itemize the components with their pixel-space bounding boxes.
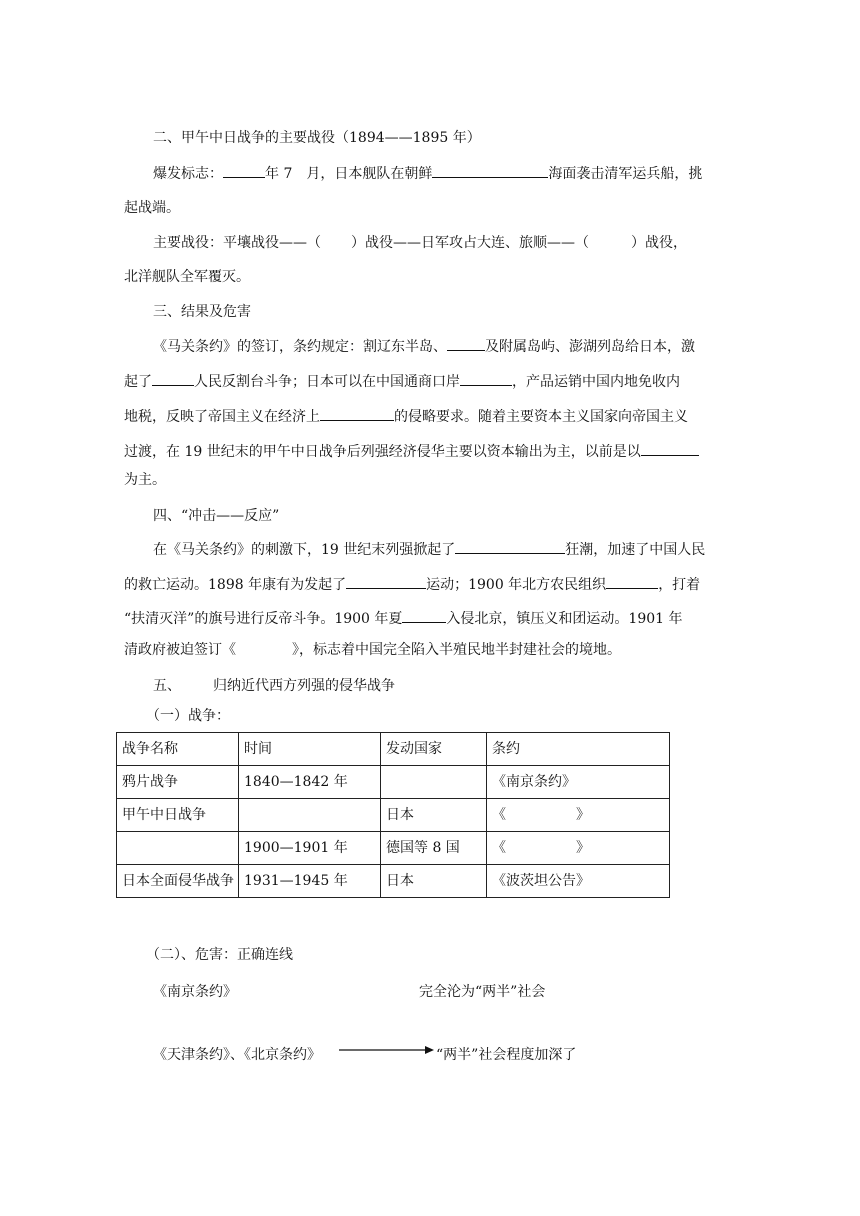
- treaty-line-2: 起了 人民反割台斗争；日本可以在中国通商口岸 ，产品运销中国内地免收内: [124, 370, 680, 390]
- blank: [402, 607, 446, 623]
- table-header-row: [117, 733, 670, 766]
- table-row: [117, 865, 670, 898]
- blank: [606, 573, 658, 589]
- battles-line-cont: 北洋舰队全军覆灭。: [124, 269, 250, 285]
- blank: [460, 370, 512, 386]
- table-cell: 1931—1945 年: [239, 865, 381, 898]
- table-row: [117, 766, 670, 799]
- table-cell: 1900—1901 年: [239, 832, 381, 865]
- section-4-heading: 四、“冲击——反应”: [153, 508, 280, 524]
- table-cell: [381, 766, 487, 799]
- match-right-2: “两半”社会程度加深了: [436, 1047, 577, 1063]
- treaty-line-1: 《马关条约》的签订，条约规定：割辽东半岛、 及附属岛屿、澎湖列岛给日本，激: [153, 335, 695, 355]
- blank: [641, 440, 699, 456]
- match-left-2: 《天津条约》、《北京条约》: [153, 1047, 321, 1063]
- treaty-line-5: 为主。: [124, 472, 166, 488]
- blank: [223, 162, 265, 178]
- blank: [152, 370, 194, 386]
- table-cell: 日本: [381, 799, 487, 832]
- match-right-1: 完全沦为“两半”社会: [419, 984, 546, 1000]
- treaty-line-4: 过渡，在 19 世纪末的甲午中日战争后列强经济侵华主要以资本输出为主，以前是以: [124, 440, 699, 460]
- arrow-head-icon: [425, 1046, 434, 1054]
- table-header: 战争名称: [117, 733, 239, 766]
- section-5-sub-2: （二）、危害：正确连线: [146, 947, 293, 963]
- outbreak-line-cont: 起战端。: [124, 200, 180, 216]
- reaction-line-2: 的救亡运动。1898 年康有为发起了 运动；1900 年北方农民组织 ，打着: [124, 573, 700, 593]
- war-table: [116, 732, 670, 898]
- table-cell: 德国等 8 国: [381, 832, 487, 865]
- table-header: 条约: [487, 733, 670, 766]
- blank: [346, 573, 426, 589]
- table-header: 时间: [239, 733, 381, 766]
- blank: [455, 538, 565, 554]
- connector-arrow: [339, 1043, 435, 1057]
- table-cell: 甲午中日战争: [117, 799, 239, 832]
- outbreak-line: 爆发标志： 年 7 月，日本舰队在朝鲜 海面袭击清军运兵船，挑: [153, 162, 702, 182]
- reaction-line-1: 在《马关条约》的刺激下，19 世纪末列强掀起了 狂潮，加速了中国人民: [153, 538, 705, 558]
- table-cell: 鸦片战争: [117, 766, 239, 799]
- table-cell: 1840—1842 年: [239, 766, 381, 799]
- battles-line: 主要战役：平壤战役——（ ）战役——日军攻占大连、旅顺——（ ）战役，: [153, 235, 687, 251]
- blank: [447, 335, 485, 351]
- table-cell: [239, 799, 381, 832]
- match-left-1: 《南京条约》: [153, 984, 237, 1000]
- reaction-line-3: “扶清灭洋”的旗号进行反帝斗争。1900 年夏 入侵北京，镇压义和团运动。1901 年: [124, 607, 683, 627]
- blank: [432, 162, 548, 178]
- table-row: [117, 832, 670, 865]
- blank: [320, 405, 394, 421]
- section-5-heading: 五、 归纳近代西方列强的侵华战争: [153, 678, 395, 694]
- table-cell: 日本: [381, 865, 487, 898]
- reaction-line-4: 清政府被迫签订《 》，标志着中国完全陷入半殖民地半封建社会的境地。: [124, 642, 621, 658]
- table-cell: 《 》: [487, 799, 670, 832]
- table-header: 发动国家: [381, 733, 487, 766]
- table-cell: 《波茨坦公告》: [487, 865, 670, 898]
- table-cell: 《南京条约》: [487, 766, 670, 799]
- table-cell: 《 》: [487, 832, 670, 865]
- table-cell: [117, 832, 239, 865]
- treaty-line-3: 地税，反映了帝国主义在经济上 的侵略要求。随着主要资本主义国家向帝国主义: [124, 405, 688, 425]
- table-cell: 日本全面侵华战争: [117, 865, 239, 898]
- section-3-heading: 三、结果及危害: [153, 304, 251, 320]
- section-2-heading: 二、甲午中日战争的主要战役（1894——1895 年）: [153, 130, 481, 146]
- section-5-sub-1: （一）战争：: [146, 708, 230, 724]
- table-row: [117, 799, 670, 832]
